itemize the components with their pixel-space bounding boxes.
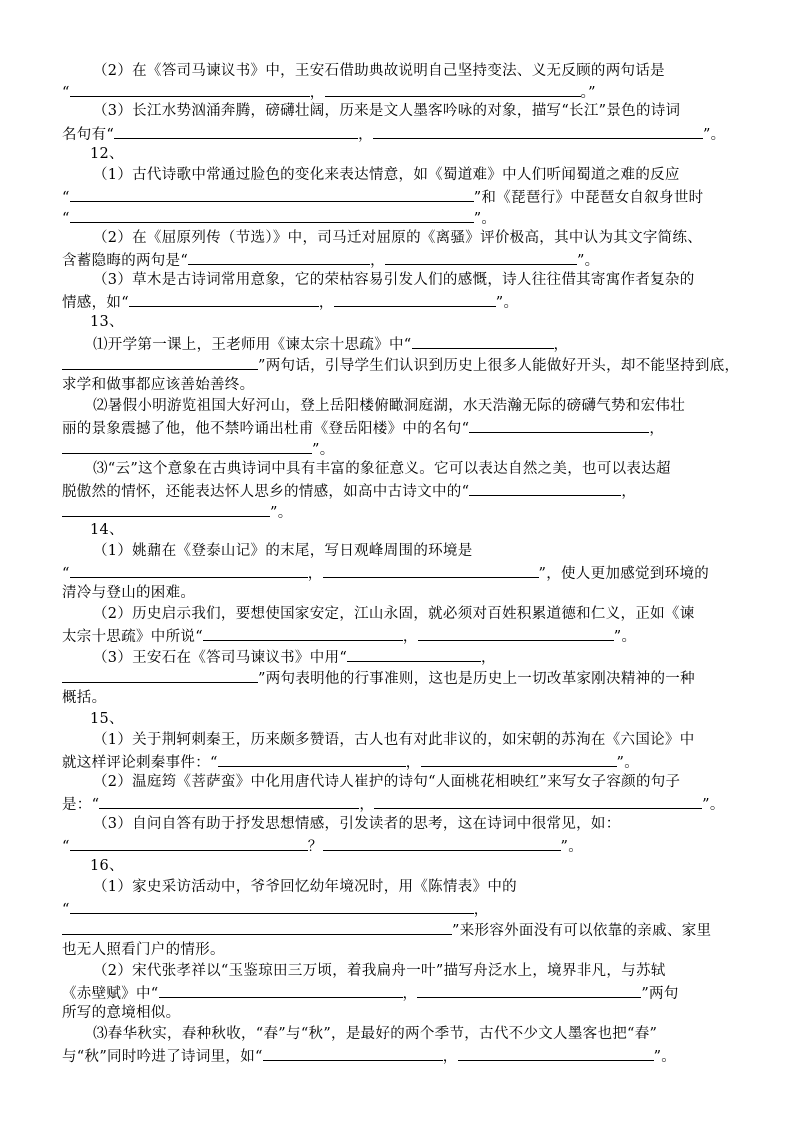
q16-2-line-3	[62, 1004, 180, 1022]
q13-1-line-1	[93, 334, 568, 352]
q16-1-prompt	[93, 878, 517, 896]
prompt-text: 就这样评论刺秦事件：“	[62, 755, 218, 771]
q16-number	[90, 857, 124, 875]
answer-blank[interactable]	[347, 647, 481, 662]
q13-3-answer-line-2	[62, 502, 293, 520]
q12-1-answer-line-1	[62, 187, 703, 205]
answer-blank[interactable]	[62, 920, 452, 935]
prompt-text: （2）宋代张孝祥以“玉鉴琼田三万顷，着我扁舟一叶”描写舟泛水上，境界非凡，与苏轼	[93, 963, 666, 979]
comma: ，	[402, 629, 418, 645]
comma: ，	[309, 85, 325, 101]
q12-number	[90, 145, 124, 163]
q15-1-answer-line	[62, 752, 639, 770]
prompt-text: （1）姚鼐在《登泰山记》的末尾，写日观峰周围的环境是	[93, 543, 473, 559]
prompt-text: 脱傲然的情怀，还能表达怀人思乡的情感，如高中古诗文中的“	[62, 484, 470, 500]
q12-1-prompt	[93, 166, 680, 184]
q15-2-prompt	[93, 773, 680, 791]
answer-blank[interactable]	[421, 752, 617, 767]
prompt-text: 所写的意境相似。	[62, 1005, 181, 1021]
question-number: 13、	[90, 314, 124, 330]
close-quote: ”。	[270, 505, 293, 521]
q13-3-answer-line-1	[62, 481, 636, 499]
answer-blank[interactable]	[385, 250, 577, 265]
prompt-text: ”，使人更加感觉到环境的	[538, 566, 710, 582]
question-number: 15、	[90, 711, 124, 727]
q11-3-answer-line	[62, 124, 725, 142]
prompt-text: （2）温庭筠《菩萨蛮》中化用唐代诗人崔护的诗句“人面桃花相映红”来写女子容颜的句子	[93, 774, 681, 790]
q15-3-prompt	[93, 815, 621, 833]
prompt-text: （3）自问自答有助于抒发思想情感，引发读者的思考，这在诗词中很常见，如：	[93, 816, 621, 832]
answer-blank[interactable]	[114, 124, 358, 139]
answer-blank[interactable]	[373, 124, 703, 139]
comma: ，	[318, 295, 334, 311]
answer-blank[interactable]	[203, 626, 403, 641]
prompt-text: （1）关于荆轲刺秦王，历来颇多赞语，古人也有对此非议的，如宋朝的苏洵在《六国论》中	[93, 732, 695, 748]
answer-blank[interactable]	[323, 563, 539, 578]
open-quote: “	[62, 190, 70, 206]
answer-blank[interactable]	[70, 836, 308, 851]
prompt-text: ”两句	[641, 986, 679, 1002]
answer-blank[interactable]	[70, 82, 310, 97]
q15-3-answer-line	[62, 836, 583, 854]
close-quote: 。”	[580, 85, 596, 101]
answer-blank[interactable]	[334, 292, 496, 307]
prompt-text: （1）古代诗歌中常通过脸色的变化来表达情意，如《蜀道难》中人们听闻蜀道之难的反应	[93, 167, 680, 183]
close-quote: ”。	[312, 442, 335, 458]
prompt-text: 也无人照看门户的情形。	[62, 942, 225, 958]
prompt-text: ⑵暑假小明游览祖国大好河山，登上岳阳楼俯瞰洞庭湖，水天浩瀚无际的磅礴气势和宏伟壮	[93, 398, 685, 414]
question-number: 16、	[90, 858, 124, 874]
answer-blank[interactable]	[325, 82, 581, 97]
comma: ，	[553, 337, 569, 353]
q13-1-line-3	[62, 376, 254, 394]
q13-2-answer-line-1	[62, 418, 664, 436]
q14-2-answer-line	[62, 626, 636, 644]
answer-blank[interactable]	[70, 187, 474, 202]
close-quote: ”。	[473, 211, 497, 227]
q13-2-prompt	[93, 397, 685, 415]
answer-blank[interactable]	[188, 250, 370, 265]
prompt-text: （2）历史启示我们，要想使国家安定，江山永固，就必须对百姓积累道德和仁义，正如《谏	[93, 606, 695, 622]
open-quote: “	[62, 566, 70, 582]
prompt-text: 清冷与登山的困难。	[62, 585, 196, 601]
prompt-text: ”两句表明他的行事准则，这也是历史上一切改革家刚决精神的一种	[258, 671, 695, 687]
open-quote: “	[62, 839, 70, 855]
prompt-text: （3）王安石在《答司马谏议书》中用“	[93, 650, 348, 666]
q13-1-line-2	[62, 355, 739, 373]
prompt-text: ”来形容外面没有可以依靠的亲戚、家里	[452, 923, 712, 939]
q13-2-answer-line-2	[62, 439, 335, 457]
q14-3-line-1	[93, 647, 496, 665]
q16-1-answer-line-1	[62, 899, 489, 917]
open-quote: “	[62, 85, 70, 101]
comma: ，	[370, 253, 385, 269]
close-quote: ”。	[653, 1049, 677, 1065]
q15-2-answer-line	[62, 794, 725, 812]
prompt-text: 是：“	[62, 797, 100, 813]
prompt-text: ⑴开学第一课上，王老师用《谏太宗十思疏》中“	[93, 337, 412, 353]
answer-blank[interactable]	[129, 292, 319, 307]
open-quote: “	[62, 902, 70, 918]
q12-1-answer-line-2	[62, 208, 496, 226]
comma: ，	[358, 127, 373, 143]
q15-1-prompt	[93, 731, 695, 749]
q12-3-answer-line	[62, 292, 518, 310]
close-quote: ”。	[702, 127, 726, 143]
open-quote: “	[62, 211, 70, 227]
q14-number	[90, 521, 124, 539]
close-quote: ”。	[616, 755, 640, 771]
prompt-text: （1）家史采访活动中，爷爷回忆幼年境况时，用《陈情表》中的	[93, 879, 517, 895]
answer-blank[interactable]	[99, 794, 359, 809]
comma: ，	[402, 986, 418, 1002]
close-quote: ”。	[495, 295, 519, 311]
prompt-text: 情感，如“	[62, 295, 129, 311]
close-quote: ”。	[576, 253, 600, 269]
prompt-text: 丽的景象震撼了他，他不禁吟诵出杜甫《登岳阳楼》中的名句“	[62, 421, 470, 437]
q12-2-answer-line	[62, 250, 599, 268]
q12-3-prompt	[93, 271, 695, 289]
question-number: 14、	[90, 522, 124, 538]
close-quote: ”。	[702, 797, 725, 813]
prompt-text: （2）在《屈原列传（节选）》中，司马迁对屈原的《离骚》评价极高，其中认为其文字简练、	[93, 230, 703, 246]
q16-2-prompt	[93, 962, 666, 980]
comma: ，	[649, 421, 665, 437]
comma: ，	[307, 566, 323, 582]
q14-1-answer-line	[62, 563, 709, 581]
q14-1-prompt	[93, 542, 473, 560]
q16-3-answer-line	[62, 1046, 676, 1064]
q16-1-answer-line-2	[62, 920, 711, 938]
q14-2-prompt	[93, 605, 695, 623]
answer-blank[interactable]	[458, 1046, 654, 1061]
answer-blank[interactable]	[62, 668, 258, 683]
answer-blank[interactable]	[412, 334, 554, 349]
answer-blank[interactable]	[62, 355, 258, 370]
q14-1-line-3	[62, 584, 195, 602]
answer-blank[interactable]	[323, 836, 561, 851]
answer-blank[interactable]	[418, 626, 614, 641]
prompt-text: ”两句话，引导学生们认识到历史上很多人能做好开头，却不能坚持到底，	[258, 358, 740, 374]
q14-3-line-3	[62, 689, 106, 707]
prompt-text: ⑶“云”这个意象在古典诗词中具有丰富的象征意义。它可以表达自然之美，也可以表达超	[93, 461, 671, 477]
q16-2-answer-line	[62, 983, 679, 1001]
comma: ，	[405, 755, 421, 771]
q16-1-line-4	[62, 941, 225, 959]
q11-2-answer-line	[62, 82, 596, 100]
answer-blank[interactable]	[159, 983, 403, 998]
q11-3-prompt	[93, 102, 680, 120]
answer-blank[interactable]	[218, 752, 406, 767]
q14-3-line-2	[62, 668, 695, 686]
answer-blank[interactable]	[62, 439, 312, 454]
question-mark: ？	[307, 839, 323, 855]
q13-3-prompt	[93, 460, 671, 478]
answer-blank[interactable]	[70, 563, 308, 578]
q16-3-prompt	[93, 1025, 657, 1043]
prompt-text: 求学和做事都应该善始善终。	[62, 377, 255, 393]
answer-blank[interactable]	[469, 481, 621, 496]
prompt-text: 《赤壁赋》中“	[62, 986, 159, 1002]
prompt-text: ”和《琵琶行》中琵琶女自叙身世时	[473, 190, 704, 206]
close-quote: ”。	[613, 629, 637, 645]
prompt-text: （3）草木是古诗词常用意象，它的荣枯容易引发人们的感慨，诗人往往借其寄寓作者复杂的	[93, 272, 695, 288]
prompt-text: 名句有“	[62, 127, 115, 143]
prompt-text: 概括。	[62, 690, 107, 706]
comma: ，	[473, 902, 489, 918]
prompt-text: ⑶春华秋实，春种秋收，“春”与“秋”，是最好的两个季节，古代不少文人墨客也把“春”	[93, 1026, 658, 1042]
answer-blank[interactable]	[417, 983, 641, 998]
prompt-text: （3）长江水势汹涌奔腾，磅礴壮阔，历来是文人墨客吟咏的对象，描写“长江”景色的诗词	[93, 103, 681, 119]
q12-2-prompt	[93, 229, 702, 247]
close-quote: ”。	[560, 839, 584, 855]
comma: ，	[359, 797, 375, 813]
comma: ，	[481, 650, 496, 666]
answer-blank[interactable]	[62, 502, 270, 517]
answer-blank[interactable]	[469, 418, 649, 433]
answer-blank[interactable]	[263, 1046, 443, 1061]
q15-number	[90, 710, 124, 728]
comma: ，	[442, 1049, 458, 1065]
q11-2-prompt	[93, 62, 665, 80]
prompt-text: （2）在《答司马谏议书》中，王安石借助典故说明自己坚持变法、义无反顾的两句话是	[93, 63, 665, 79]
prompt-text: 含蓄隐晦的两句是“	[62, 253, 189, 269]
question-number: 12、	[90, 146, 124, 162]
prompt-text: 与“秋”同时吟进了诗词里，如“	[62, 1049, 263, 1065]
answer-blank[interactable]	[70, 899, 474, 914]
answer-blank[interactable]	[374, 794, 702, 809]
q13-number	[90, 313, 124, 331]
prompt-text: 太宗十思疏》中所说“	[62, 629, 203, 645]
comma: ，	[621, 484, 637, 500]
answer-blank[interactable]	[70, 208, 474, 223]
